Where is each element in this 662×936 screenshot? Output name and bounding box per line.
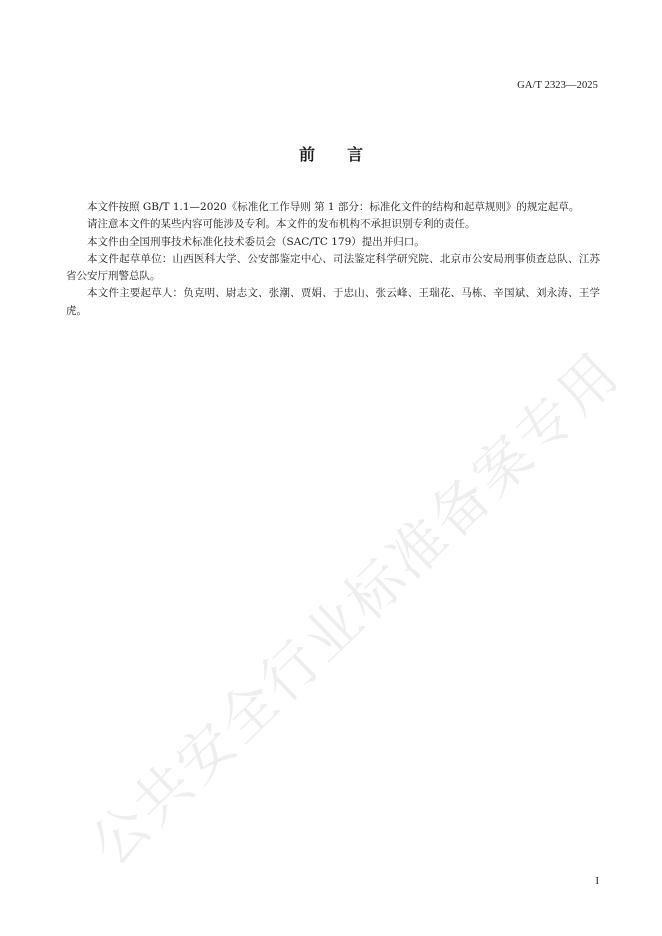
paragraph-patent-notice: 请注意本文件的某些内容可能涉及专利。本文件的发布机构不承担识别专利的责任。 [87, 218, 476, 231]
foreword-body [66, 199, 600, 320]
paragraph-drafting-rules: 本文件按照 GB/T 1.1—2020《标准化工作导则 第 1 部分：标准化文件的结构和起草规则》的规定起草。 [87, 201, 580, 213]
paragraph-drafting-units: 本文件起草单位：山西医科大学、公安部鉴定中心、司法鉴定科学研究院、北京市公安局刑事侦查总队、江苏省公安厅刑警总队。 [66, 252, 600, 283]
page-number: I [595, 876, 599, 887]
document-code: GA/T 2323—2025 [517, 80, 598, 91]
watermark: 公共安全行业标准备案专用 [78, 340, 633, 879]
page-title: 前 言 [298, 145, 363, 164]
paragraph-proposer: 本文件由全国刑事技术标准化技术委员会（SAC/TC 179）提出并归口。 [87, 235, 425, 248]
paragraph-drafters: 本文件主要起草人：负克明、尉志文、张潮、贾娟、于忠山、张云峰、王瑞花、马栋、辛国斌、刘永涛、王学虎。 [66, 287, 600, 317]
